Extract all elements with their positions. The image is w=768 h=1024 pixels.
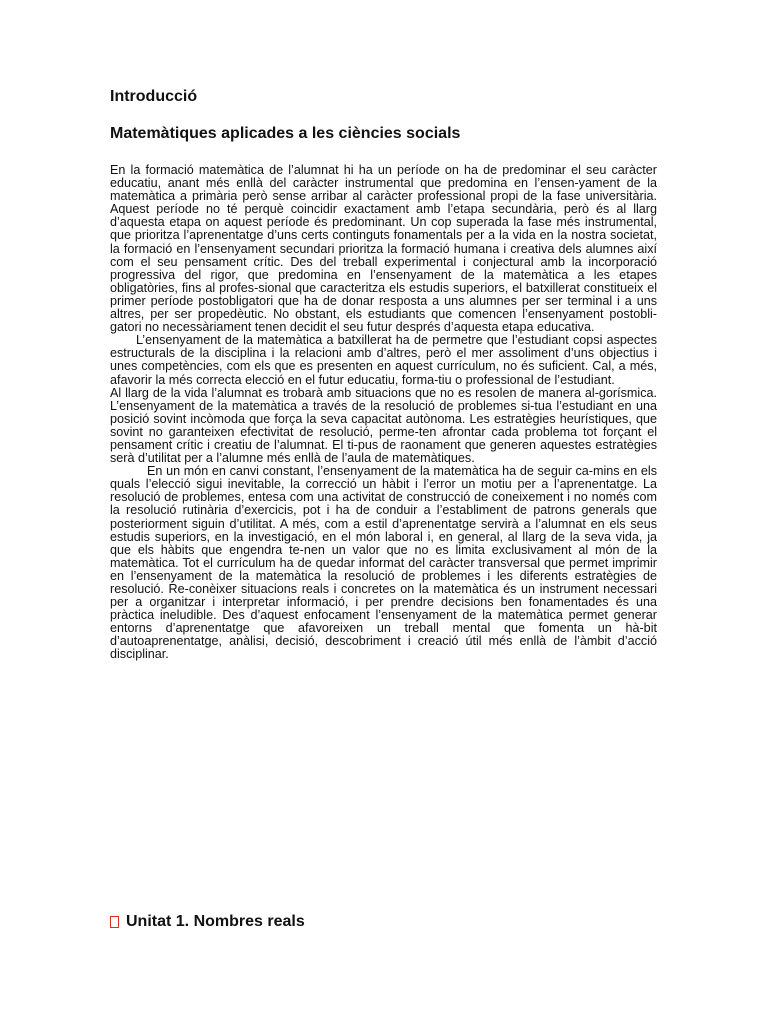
paragraph-3: Al llarg de la vida l’alumnat es trobarà amb situacions que no es resolen de manera al-gorísmica. L’ensenyament de la matemàtica a través de la resolució de problemes si-tua l’estudiant en una posició sovint incòmoda que força la seva capacitat autònoma. Les estratègies heurístiques, que sovint no garanteixen efectivitat de resolució, perme-ten afrontar cada problema tot forçant el pensament crític i creatiu de l’alumnat. El ti-pus de raonament que generen aquestes estratègies serà d’utilitat per a l’alumne més enllà de l’aula de matemàtiques. bbox=[110, 385, 657, 466]
page-title: Introducció bbox=[110, 88, 198, 105]
paragraph-4: En un món en canvi constant, l’ensenyament de la matemàtica ha de seguir ca-mins en els quals l’elecció sigui inevitable, la correcció un hàbit i l’error un motiu per a l’aprenentatge. La resolució de problemes, entesa com una activitat de construcció de coneixement i no només com la resolució rutinària d’exercicis, pot i ha de conduir a l’establiment de patrons generals que posteriorment siguin d’utilitat. A més, com a estil d’aprenentatge servirà a l’alumnat en els seus estudis superiors, en la investigació, en el món laboral i, en general, al llarg de la seva vida, ja que els hàbits que engendra te-nen un valor que no es limita exclusivament al món de la matemàtica. Tot el currículum ha de quedar informat del caràcter transversal que permet imprimir en l’ensenyament de la matemàtica la resolució de problemes i les diferents estratègies de resolució. Re-conèixer situacions reals i concretes on la matemàtica és un instrument necessari per a organitzar i interpretar informació, i per prendre decisions ben fonamentades és una pràctica ineludible. Des d’aquest enfocament l’ensenyament de la matemàtica permet generar entorns d’aprenentatge que afavoreixen un treball mental que fomenta un hà-bit d’autoaprenentatge, anàlisi, decisió, descobriment i creació útil més enllà de l’àmbit d’acció disciplinar. bbox=[110, 464, 657, 662]
unit-heading bbox=[110, 912, 305, 932]
unit-title: Unitat 1. Nombres reals bbox=[126, 913, 305, 930]
square-bullet-icon bbox=[110, 916, 119, 928]
section-title: Matemàtiques aplicades a les ciències socials bbox=[110, 125, 461, 142]
body-text bbox=[110, 164, 657, 662]
document-page bbox=[110, 0, 657, 1024]
paragraph-1: En la formació matemàtica de l’alumnat hi ha un període on ha de predominar el seu caràcter educatiu, anant més enllà del caràcter instrumental que predomina en l’ensen-yament de la matemàtica a primària però sense arribar al caràcter professional propi de la fase universitària. Aquest període no té perquè coincidir exactament amb l’etapa secundària, però és al llarg d’aquesta etapa on aquest període és predominant. Un cop superada la fase més instrumental, que prioritza l’aprenentatge d’uns certs continguts fonamentals per a la vida en la nostra societat, la formació en l’ensenyament secundari prioritza la formació humana i creativa dels alumnes així com el seu pensament crític. Des del treball experimental i conjectural amb la incorporació progressiva del rigor, que predomina en l’ensenyament de la matemàtica a les etapes obligatòries, fins al profes-sional que caracteritza els estudis superiors, el batxillerat constitueix el primer període postobligatori que ha de donar resposta a uns alumnes per ser terminal i a uns altres, per ser propedèutic. No obstant, els estudiants que comencen l’ensenyament postobli-gatori no necessàriament tenen decidit el seu futur després d’aquesta etapa educativa. bbox=[110, 163, 657, 335]
paragraph-2: L’ensenyament de la matemàtica a batxillerat ha de permetre que l’estudiant copsi aspectes estructurals de la disciplina i la relacioni amb d’altres, però el mer assoliment d’uns objectius i unes competències, com els que es presenten en aquest currículum, no és suficient. Cal, a més, afavorir la més correcta elecció en el futur educatiu, forma-tiu o professional de l’estudiant. bbox=[110, 333, 657, 387]
